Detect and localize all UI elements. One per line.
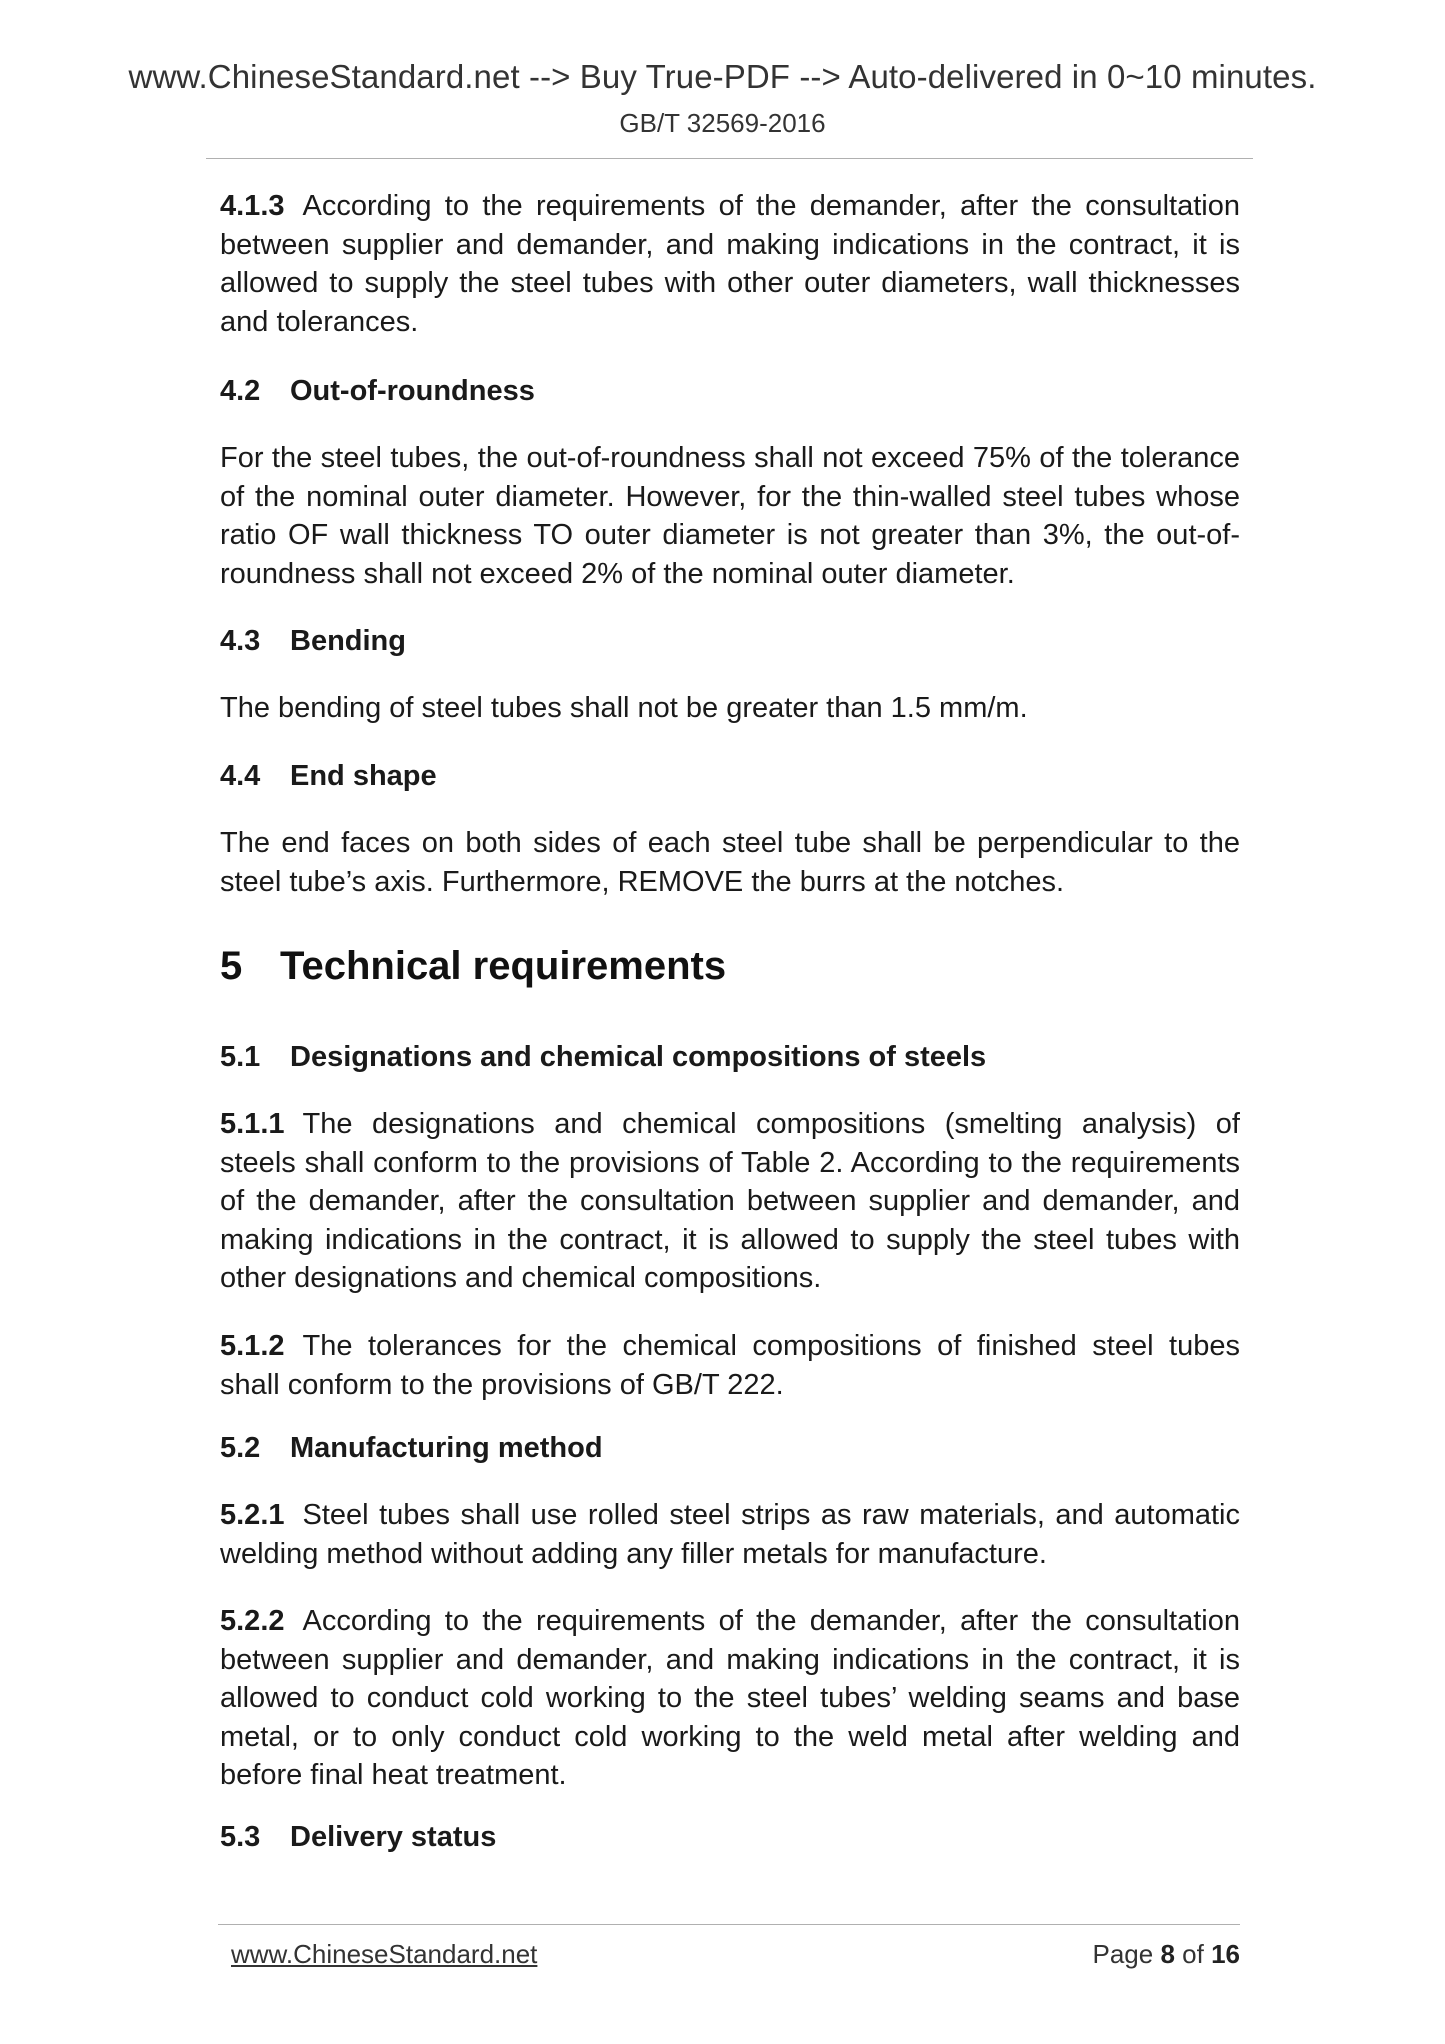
heading-title: End shape (290, 760, 437, 792)
clause-number: 5.1.2 (220, 1330, 285, 1362)
clause-text: Steel tubes shall use rolled steel strips as raw materials, and automatic welding method without adding any filler metals for manufacture. (220, 1499, 1240, 1570)
page-prefix: Page (1092, 1939, 1154, 1969)
clause-text: The end faces on both sides of each steel tube shall be perpendicular to the steel tube’s axis. Furthermore, REMOVE the burrs at the notches. (220, 827, 1240, 898)
heading-number: 5.1 (220, 1041, 261, 1073)
clause-text: The designations and chemical compositions (smelting analysis) of steels shall conform to the provisions of Table 2. According to the requirements of the demander, after the consultation between supplier and demander, and making indications in the contract, it is allowed to supply the steel tubes with other designations and chemical compositions. (220, 1108, 1240, 1294)
page-current: 8 (1160, 1939, 1175, 1969)
page-total: 16 (1211, 1939, 1240, 1969)
clause-5-1-2 (220, 1327, 1240, 1404)
heading-number: 5.3 (220, 1821, 261, 1853)
clause-4-2-text (220, 439, 1240, 593)
heading-5-2 (220, 1429, 603, 1467)
heading-5-1 (220, 1038, 986, 1076)
standard-code: GB/T 32569-2016 (619, 108, 826, 138)
clause-text: The tolerances for the chemical compositions of finished steel tubes shall conform to the provisions of GB/T 222. (220, 1330, 1240, 1401)
heading-4-3 (220, 622, 406, 660)
clause-5-2-1 (220, 1496, 1240, 1573)
clause-text: According to the requirements of the demander, after the consultation between supplier and demander, and making indications in the contract, it is allowed to conduct cold working to the steel tubes’ welding seams and base metal, or to only conduct cold working to the weld metal after welding and before final heat treatment. (220, 1605, 1240, 1791)
clause-text: The bending of steel tubes shall not be greater than 1.5 mm/m. (220, 692, 1028, 724)
heading-title: Manufacturing method (290, 1432, 603, 1464)
heading-title: Technical requirements (280, 944, 727, 988)
clause-4-4-text (220, 824, 1240, 901)
clause-number: 5.1.1 (220, 1108, 285, 1140)
heading-5-3 (220, 1818, 496, 1856)
heading-title: Delivery status (290, 1821, 497, 1853)
page-of: of (1182, 1939, 1204, 1969)
heading-number: 4.4 (220, 760, 261, 792)
footer-divider (218, 1924, 1240, 1925)
clause-number: 5.2.1 (220, 1499, 285, 1531)
heading-number: 5 (220, 944, 243, 988)
clause-text: For the steel tubes, the out-of-roundness shall not exceed 75% of the tolerance of the nominal outer diameter. However, for the thin-walled steel tubes whose ratio OF wall thickness TO outer diameter is not greater than 3%, the out-of-roundness shall not exceed 2% of the nominal outer diameter. (220, 442, 1240, 590)
heading-title: Designations and chemical compositions of steels (290, 1041, 987, 1073)
clause-4-1-3 (220, 187, 1240, 341)
heading-4-2 (220, 372, 535, 410)
clause-4-3-text (220, 689, 1240, 728)
heading-4-4 (220, 757, 437, 795)
clause-5-1-1 (220, 1105, 1240, 1298)
clause-5-2-2 (220, 1602, 1240, 1795)
clause-text: According to the requirements of the demander, after the consultation between supplier and demander, and making indications in the contract, it is allowed to supply the steel tubes with other outer diameters, wall thicknesses and tolerances. (220, 190, 1240, 338)
heading-number: 4.3 (220, 625, 261, 657)
heading-number: 5.2 (220, 1432, 261, 1464)
clause-number: 4.1.3 (220, 190, 285, 222)
heading-5 (220, 941, 726, 991)
heading-title: Out-of-roundness (290, 375, 535, 407)
heading-number: 4.2 (220, 375, 261, 407)
header-banner: www.ChineseStandard.net --> Buy True-PDF --> Auto-delivered in 0~10 minutes. (128, 58, 1317, 95)
header-divider (206, 158, 1253, 159)
heading-title: Bending (290, 625, 406, 657)
page-indicator (1092, 1939, 1240, 1970)
clause-number: 5.2.2 (220, 1605, 285, 1637)
footer-site-link[interactable]: www.ChineseStandard.net (231, 1939, 538, 1969)
